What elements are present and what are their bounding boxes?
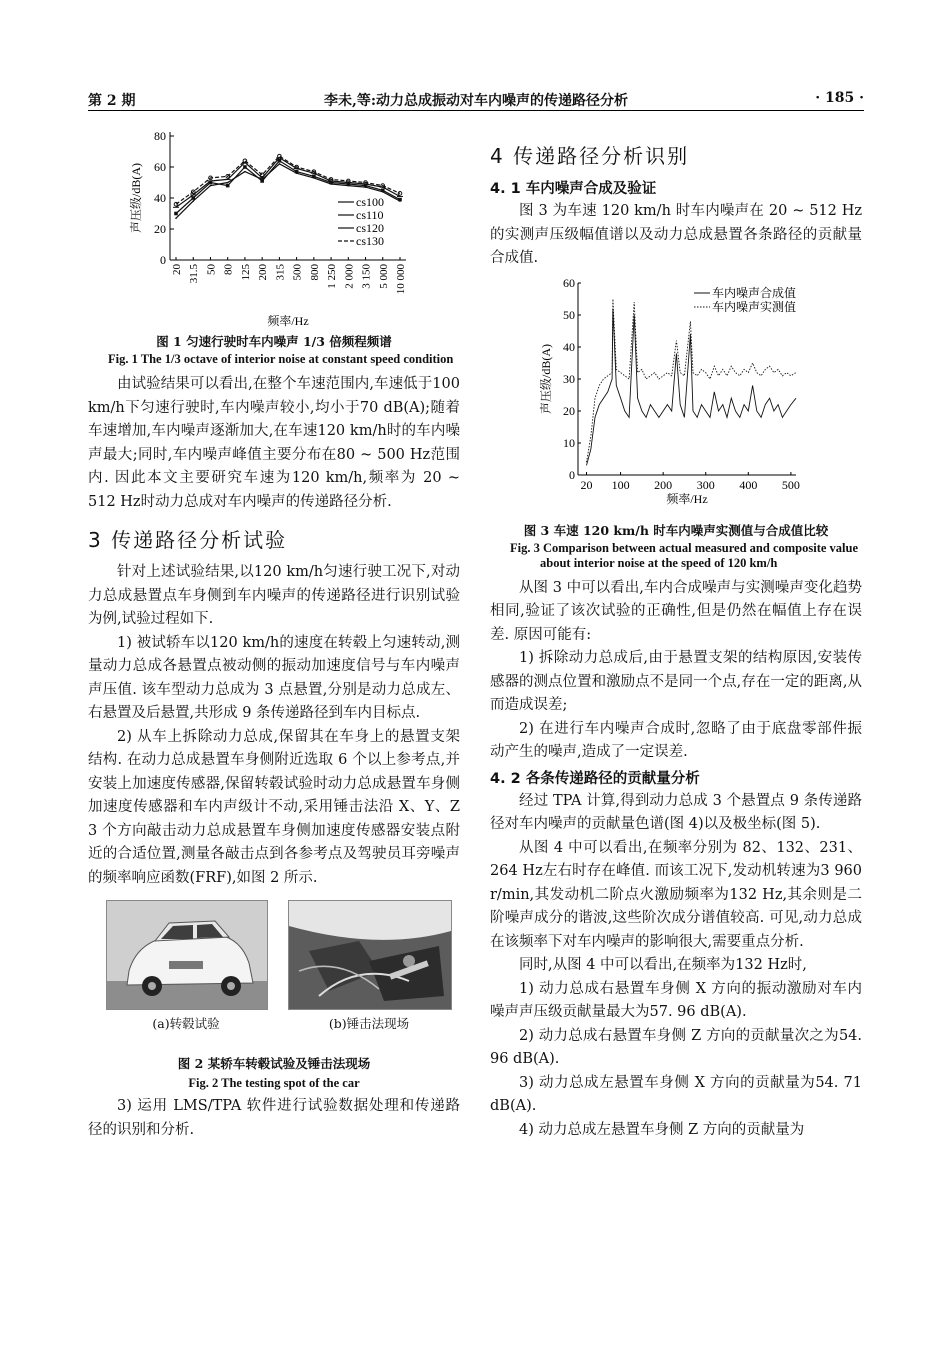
right-column (490, 120, 862, 1142)
x-tick-label: 125 (239, 264, 252, 281)
hammer-test-photo (288, 900, 452, 1010)
figure-1-caption-en: Fig. 1 The 1/3 octave of interior noise at constant speed condition (108, 352, 454, 366)
legend-label: cs120 (356, 221, 384, 235)
x-axis-label: 频率/Hz (666, 491, 708, 506)
page-number: · 185 · (815, 90, 864, 106)
x-tick-label: 300 (696, 477, 715, 492)
y-tick-label: 60 (154, 160, 166, 174)
data-point (279, 163, 281, 165)
data-point (243, 165, 247, 169)
car-illustration (107, 901, 267, 1009)
x-tick-label: 200 (654, 477, 673, 492)
data-point (174, 212, 178, 216)
data-point (226, 184, 230, 188)
x-tick-label: 500 (781, 477, 800, 492)
left-column (88, 120, 460, 1142)
data-point (227, 182, 229, 184)
right-paragraph-8: 1) 动力总成右悬置车身侧 X 方向的振动激励对车内噪声声压级贡献量最大为57. 96 dB(A). (490, 980, 862, 1020)
figure-1-chart (88, 120, 460, 330)
figure-2 (88, 900, 460, 1050)
running-title: 李未,等:动力总成振动对车内噪声的传递路径分析 (323, 93, 629, 109)
figure-3-caption-cn: 图 3 车速 120 km/h 时车内噪声实测值与合成值比较 (523, 522, 829, 538)
x-tick-label: 3 150 (360, 264, 373, 289)
x-axis-label: 频率/Hz (267, 314, 309, 328)
figure-2b-label: (b)锤击法现场 (328, 1016, 410, 1031)
issue-number: 第 2 期 (88, 93, 136, 109)
y-tick-label: 30 (563, 371, 575, 386)
section-4-heading: 4 传递路径分析识别 (490, 144, 690, 168)
data-point (210, 185, 212, 187)
data-point (312, 175, 316, 179)
figure-2-caption-cn: 图 2 某轿车转毂试验及锤击法现场 (177, 1056, 371, 1071)
y-axis-label: 声压级/dB(A) (129, 163, 143, 233)
data-point (175, 217, 177, 219)
legend-label: cs130 (356, 234, 384, 248)
running-header (88, 88, 864, 111)
y-tick-label: 80 (154, 129, 166, 143)
subsection-4-1-heading: 4. 1 车内噪声合成及验证 (490, 181, 657, 197)
data-point (381, 188, 385, 192)
legend-label: cs110 (356, 208, 384, 222)
left-paragraph-5: 3) 运用 LMS/TPA 软件进行试验数据处理和传递路径的识别和分析. (88, 1098, 460, 1138)
data-point (260, 179, 264, 183)
x-tick-label: 5 000 (377, 264, 390, 289)
figure-2-caption-en: Fig. 2 The testing spot of the car (188, 1076, 360, 1090)
y-tick-label: 10 (563, 435, 575, 450)
y-tick-label: 0 (160, 253, 166, 267)
legend-label: 车内噪声实测值 (712, 299, 797, 314)
data-point (398, 198, 402, 202)
y-tick-label: 40 (563, 339, 575, 354)
right-paragraph-9: 2) 动力总成右悬置车身侧 Z 方向的贡献量次之为54. 96 dB(A). (490, 1027, 862, 1067)
y-tick-label: 40 (154, 191, 166, 205)
figure-3-chart (490, 275, 862, 515)
y-tick-label: 50 (563, 307, 575, 322)
x-tick-label: 80 (222, 264, 235, 275)
right-paragraph-5: 经过 TPA 计算,得到动力总成 3 个悬置点 9 条传递路径对车内噪声的贡献量色谱(图 4)以及极坐标(图 5). (490, 792, 862, 832)
section-3-heading: 3 传递路径分析试验 (88, 528, 288, 552)
data-point (192, 200, 194, 202)
right-paragraph-1: 图 3 为车速 120 km/h 时车内噪声在 20 ~ 512 Hz的实测声压级幅值谱以及动力总成悬置各条路径的贡献量合成值. (490, 203, 862, 266)
data-point (244, 171, 246, 173)
x-tick-label: 10 000 (395, 264, 407, 295)
y-tick-label: 0 (569, 467, 575, 482)
y-tick-label: 60 (563, 275, 575, 290)
car-photo (106, 900, 268, 1010)
left-paragraph-4: 2) 从车上拆除动力总成,保留其在车身上的悬置支架结构. 在动力总成悬置车身侧附近选取 6 个以上参考点,并安装上加速度传感器,保留转毂试验时动力总成悬置车身侧加速度传感器和车内声级计不动,采用锤击法沿 X、Y、Z 3 个方向敲击动力总成悬置车身侧加速度传感器安装点附近的合适位置,测量各敲击点到各参考点及驾驶员耳旁噪声的频率响应函数(FRF),如图 2 所示. (88, 728, 460, 886)
series-line-composite (587, 308, 797, 465)
y-tick-label: 20 (154, 222, 166, 236)
right-paragraph-4: 2) 在进行车内噪声合成时,忽略了由于底盘零部件振动产生的噪声,造成了一定误差. (490, 720, 862, 760)
x-tick-label: 400 (739, 477, 758, 492)
x-tick-label: 31.5 (188, 264, 201, 284)
left-paragraph-2: 针对上述试验结果,以120 km/h匀速行驶工况下,对动力总成悬置点车身侧到车内噪声的传递路径进行识别试验为例,试验过程如下. (88, 564, 460, 627)
data-point (295, 170, 299, 174)
x-tick-label: 50 (205, 264, 218, 275)
series-line-measured (587, 299, 797, 462)
figure-2a-label: (a)转毂试验 (152, 1016, 220, 1031)
x-tick-label: 500 (291, 264, 304, 281)
subsection-4-2-heading: 4. 2 各条传递路径的贡献量分析 (490, 770, 700, 787)
figure-1-caption-cn: 图 1 匀速行驶时车内噪声 1/3 倍频程频谱 (156, 334, 392, 349)
x-tick-label: 200 (257, 264, 270, 281)
y-axis-label: 声压级/dB(A) (539, 343, 553, 414)
right-paragraph-6: 从图 4 中可以看出,在频率分别为 82、132、231、264 Hz左右时存在峰值. 而该工况下,发动机转速为3 960 r/min,其发动机二阶点火激励频率为132 Hz,其余则是二阶噪声成分的谐波,这些阶次成分谱值较高. 可见,动力总成在该频率下对车内噪声的影响很大,需要重点分析. (490, 839, 862, 950)
x-tick-label: 20 (171, 264, 183, 275)
engine-bay-illustration (289, 901, 451, 1009)
x-tick-label: 2 000 (343, 264, 356, 289)
right-paragraph-3: 1) 拆除动力总成后,由于悬置支架的结构原因,安装传感器的测点位置和激励点不是同一个点,存在一定的距离,从而造成误差; (490, 650, 862, 713)
legend-label: cs100 (356, 195, 384, 209)
legend-label: 车内噪声合成值 (712, 285, 797, 300)
right-paragraph-2: 从图 3 中可以看出,车内合成噪声与实测噪声变化趋势相同,验证了该次试验的正确性,但是仍然在幅值上存在误差. 原因可能有: (490, 579, 862, 643)
right-paragraph-7: 同时,从图 4 中可以看出,在频率为132 Hz时, (519, 957, 807, 973)
right-paragraph-11: 4) 动力总成左悬置车身侧 Z 方向的贡献量为 (519, 1121, 805, 1138)
x-tick-label: 1 250 (326, 264, 339, 289)
figure-3-caption-en: Fig. 3 Comparison between actual measured and composite value about interior noise at the speed of 120 km/h (510, 540, 859, 570)
y-tick-label: 20 (563, 403, 575, 418)
data-point (260, 173, 264, 177)
left-paragraph-1: 由试验结果可以看出,在整个车速范围内,车速低于100 km/h下匀速行驶时,车内噪声较小,均小于70 dB(A);随着车速增加,车内噪声逐渐加大,在车速120 km/h时的车内噪声最大;同时,车内噪声峰值主要分布在80 ~ 500 Hz范围内. 因此本文主要研究车速为120 km/h,频率为 20 ~ 512 Hz时动力总成对车内噪声的传递路径分析. (88, 376, 460, 510)
data-point (191, 196, 195, 200)
x-tick-label: 800 (308, 264, 321, 281)
right-paragraph-10: 3) 动力总成左悬置车身侧 X 方向的贡献量为54. 71 dB(A). (490, 1074, 862, 1114)
x-tick-label: 20 (580, 477, 593, 492)
x-tick-label: 100 (611, 477, 630, 492)
x-tick-label: 315 (274, 264, 287, 281)
left-paragraph-3: 1) 被试轿车以120 km/h的速度在转毂上匀速转动,测量动力总成各悬置点被动侧的振动加速度信号与车内噪声声压值. 该车型动力总成为 3 点悬置,分别是动力总成左、右悬置及后悬置,共形成 9 条传递路径到车内目标点. (88, 634, 460, 721)
